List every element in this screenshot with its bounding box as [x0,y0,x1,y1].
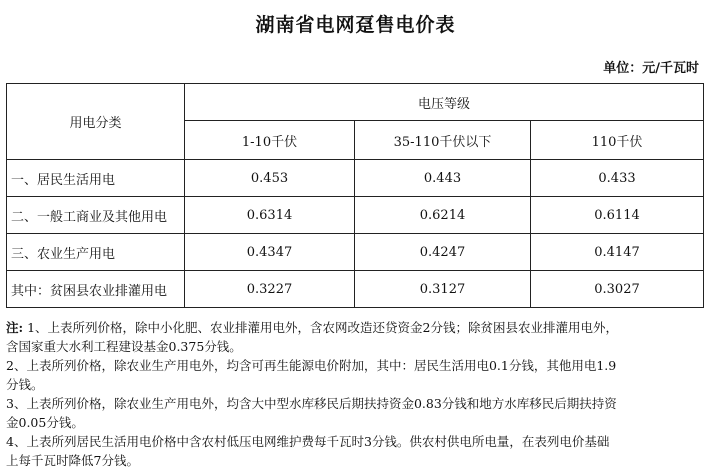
note-line: 上每千瓦时降低7分钱。 [6,453,139,468]
notes-label: 注: [6,320,24,335]
price-cell: 0.4247 [355,234,531,271]
note-line: 分钱。 [6,377,44,392]
price-cell: 0.6114 [531,197,704,234]
notes-section [6,318,706,470]
unit-label: 单位：元/千瓦时 [603,61,699,76]
page-title: 湖南省电网趸售电价表 [255,14,456,36]
category-cell: 三、农业生产用电 [7,234,185,271]
price-table [6,83,704,308]
table-row [7,197,704,234]
note-line: 含国家重大水利工程建设基金0.375分钱。 [6,339,242,354]
category-cell: 其中：贫困县农业排灌用电 [7,271,185,308]
note-line [6,318,706,337]
table-row [7,234,704,271]
category-cell: 二、一般工商业及其他用电 [7,197,185,234]
voltage-header: 35-110千伏以下 [355,121,531,160]
note-line: 4、上表所列居民生活用电价格中含农村低压电网维护费每千瓦时3分钱。供农村供电所电量，在表列电价基础 [6,434,610,449]
note-line: 3、上表所列价格，除农业生产用电外，均含大中型水库移民后期扶持资金0.83分钱和地方水库移民后期扶持资 [6,396,617,411]
category-header: 用电分类 [7,84,185,160]
price-cell: 0.3027 [531,271,704,308]
price-cell: 0.3127 [355,271,531,308]
price-cell: 0.6314 [185,197,355,234]
price-cell: 0.443 [355,160,531,197]
price-cell: 0.453 [185,160,355,197]
table-row [7,271,704,308]
price-cell: 0.433 [531,160,704,197]
note-line: 2、上表所列价格，除农业生产用电外，均含可再生能源电价附加，其中：居民生活用电0.1分钱，其他用电1.9 [6,358,617,373]
table-row [7,160,704,197]
price-cell: 0.4347 [185,234,355,271]
note-line: 金0.05分钱。 [6,415,84,430]
voltage-group-header: 电压等级 [185,84,704,121]
price-cell: 0.3227 [185,271,355,308]
price-cell: 0.4147 [531,234,704,271]
price-cell: 0.6214 [355,197,531,234]
voltage-header: 110千伏 [531,121,704,160]
voltage-header: 1-10千伏 [185,121,355,160]
note-text: 1、上表所列价格，除中小化肥、农业排灌用电外，含农网改造还贷资金2分钱；除贫困县农业排灌用电外， [23,320,619,335]
category-cell: 一、居民生活用电 [7,160,185,197]
